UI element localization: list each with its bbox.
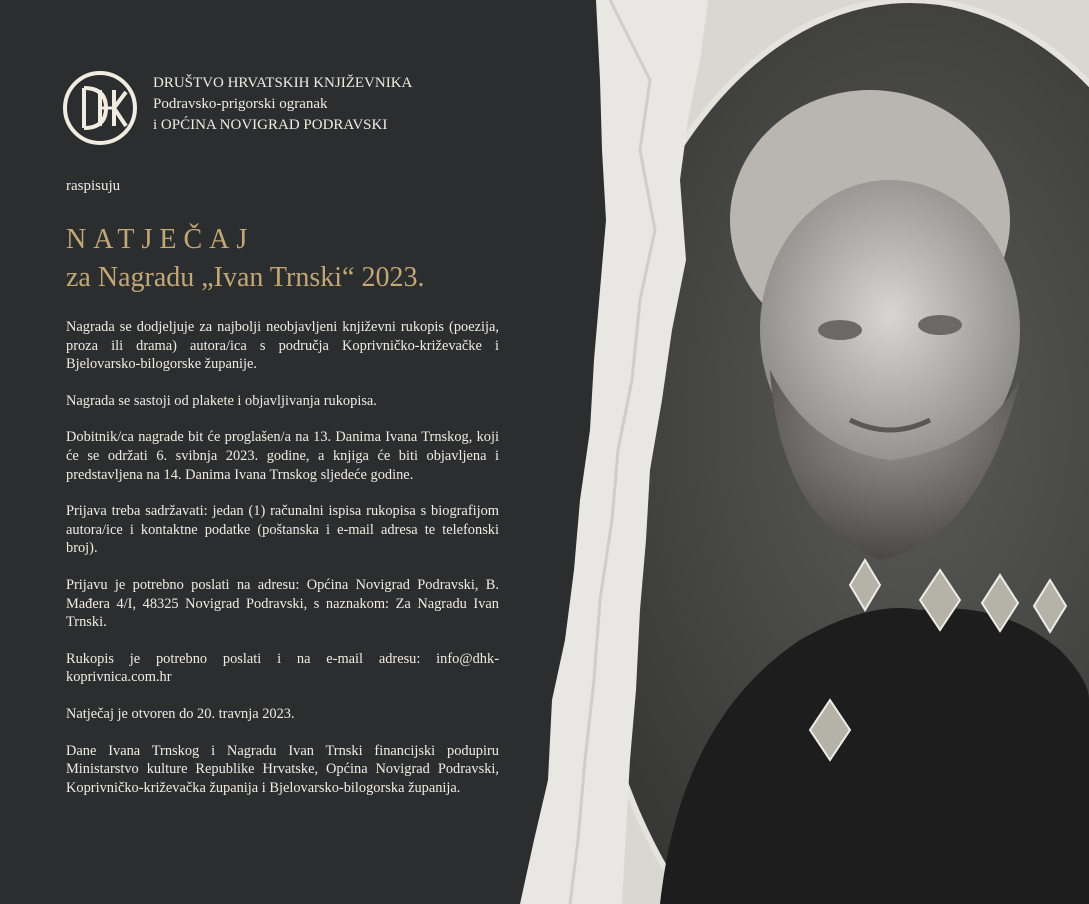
paragraph-deadline: Natječaj je otvoren do 20. travnja 2023. <box>66 705 295 722</box>
dhk-logo-icon <box>62 70 138 146</box>
title-main: NATJEČAJ <box>66 224 255 255</box>
org-line-1: DRUŠTVO HRVATSKIH KNJIŽEVNIKA <box>153 75 413 91</box>
org-line-2: Podravsko-prigorski ogranak <box>153 96 328 112</box>
title-sub: za Nagradu „Ivan Trnski“ 2023. <box>66 262 425 293</box>
paragraph-winner: Dobitnik/ca nagrade bit će proglašen/a na 13. Danima Ivana Trnskog, koji će se održati 6. svibnja 2023. godine, a knjiga će biti objavljena i predstavljena na 14. Danima Ivana Trnskog sljedeće godine. <box>66 429 499 483</box>
organization-block <box>153 73 412 136</box>
paragraph-sponsors: Dane Ivana Trnskog i Nagradu Ivan Trnski financijski podupiru Ministarstvo kulture Republike Hrvatske, Općina Novigrad Podravski, Koprivničko-križevačka županija i Bjelovarsko-bilogorska županija. <box>66 742 499 796</box>
paragraph-application: Prijava treba sadržavati: jedan (1) računalni ispisa rukopisa s biografijom autora/ice i kontaktne podatke (poštanska i e-mail adresa te telefonski broj). <box>66 503 499 557</box>
intro-text: raspisuju <box>66 178 121 194</box>
body-text <box>66 318 499 815</box>
paragraph-address: Prijavu je potrebno poslati na adresu: Općina Novigrad Podravski, B. Mađera 4/I, 48325 Novigrad Podravski, s naznakom: Za Nagradu Ivan Trnski. <box>66 576 499 631</box>
paragraph-email: Rukopis je potrebno poslati i na e-mail adresu: info@dhk-koprivnica.com.hr <box>66 650 499 686</box>
paragraph-award: Nagrada se dodjeljuje za najbolji neobjavljeni književni rukopis (poezija, proza ili drama) autora/ica s područja Koprivničko-križevačke i Bjelovarsko-bilogorske županije. <box>66 319 499 373</box>
portrait-photo <box>620 0 1089 904</box>
org-line-3: i OPĆINA NOVIGRAD PODRAVSKI <box>153 117 388 133</box>
paragraph-prize: Nagrada se sastoji od plakete i objavljivanja rukopisa. <box>66 392 377 409</box>
